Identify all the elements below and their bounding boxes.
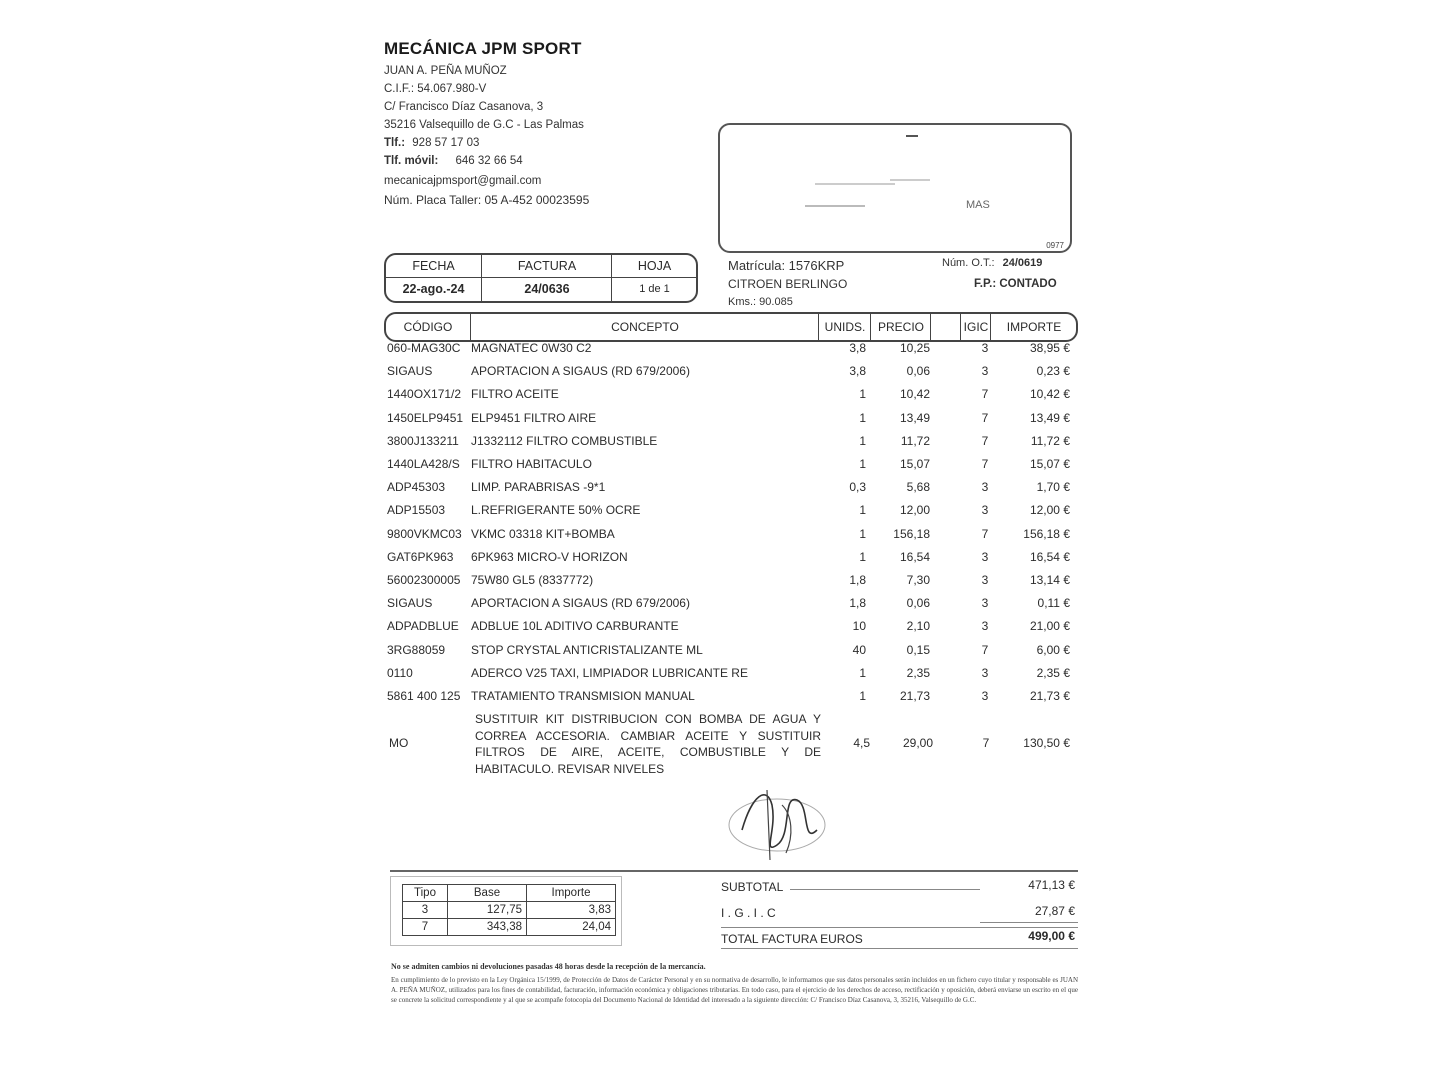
subtotal-leader: [790, 889, 980, 890]
line-price: 10,42: [899, 387, 930, 402]
tax-importe: 3,83: [527, 902, 616, 919]
line-price: 5,68: [906, 480, 930, 495]
mo-description: SUSTITUIR KIT DISTRIBUCION CON BOMBA DE AGUA Y CORREA ACCESORIA. CAMBIAR ACEITE Y SUSTITUIR FILTROS DE AIRE, ACEITE, COMBUSTIBLE Y DE HABITACULO. REVISAR NIVELES: [475, 712, 821, 776]
tax-base: 343,38: [448, 919, 527, 936]
line-code: ADP45303: [387, 480, 446, 495]
line-code: 0110: [387, 665, 413, 680]
line-igic: 3: [981, 549, 989, 564]
tax-row: [403, 919, 616, 936]
line-amount: 15,07 €: [1029, 457, 1070, 471]
tax-row: [403, 902, 616, 919]
fecha-value: 22-ago.-24: [402, 282, 465, 296]
line-amount: 38,95 €: [1029, 341, 1070, 355]
line-concept: APORTACION A SIGAUS (RD 679/2006): [471, 596, 690, 611]
line-code: 060-MAG30C: [387, 341, 461, 355]
factura-label: FACTURA: [482, 255, 612, 278]
factura-value: 24/0636: [524, 282, 570, 296]
line-igic: 3: [981, 596, 989, 611]
line-units: 1,8: [849, 596, 866, 611]
line-concept: ADERCO V25 TAXI, LIMPIADOR LUBRICANTE RE: [471, 665, 748, 680]
redaction-mark: [906, 135, 918, 137]
col-blank: [930, 314, 961, 340]
line-price: 0,06: [906, 364, 930, 379]
tax-tipo: 3: [403, 902, 448, 919]
redaction-mark: [805, 205, 865, 207]
line-price: 2,35: [906, 665, 930, 680]
table-row: [384, 434, 1074, 456]
line-units: 1: [859, 387, 866, 402]
table-row: [384, 666, 1074, 688]
line-concept: MAGNATEC 0W30 C2: [471, 341, 592, 355]
total-bottom-line: [721, 948, 1078, 949]
vehicle-model: CITROEN BERLINGO: [728, 277, 848, 291]
col-importe: IMPORTE: [990, 314, 1077, 340]
factura-column: [481, 255, 612, 301]
line-amount: 16,54 €: [1029, 549, 1070, 564]
redaction-mark: [890, 179, 930, 181]
returns-notice: No se admiten cambios ni devoluciones pasadas 48 horas desde la recepción de la mercancía.: [391, 962, 706, 971]
line-code: 1450ELP9451: [387, 410, 464, 425]
line-amount: 156,18 €: [1023, 526, 1070, 541]
payment-method: F.P.: CONTADO: [974, 278, 1057, 290]
col-unids: UNIDS.: [818, 314, 871, 340]
line-units: 40: [852, 642, 866, 657]
line-units: 1: [859, 526, 866, 541]
line-igic: 7: [981, 387, 989, 402]
table-row: [384, 550, 1074, 572]
company-phone: [384, 137, 479, 149]
work-order: [942, 257, 1042, 269]
client-code: 0977: [1046, 241, 1064, 250]
mo-price: 29,00: [902, 736, 933, 750]
line-units: 1,8: [849, 573, 866, 587]
line-igic: 3: [981, 619, 989, 634]
mo-amount: 130,50 €: [1023, 736, 1070, 750]
line-concept: TRATAMIENTO TRANSMISION MANUAL: [471, 689, 695, 703]
line-code: ADP15503: [387, 503, 446, 518]
line-units: 3,8: [849, 364, 866, 379]
mobile-label: Tlf. móvil:: [384, 155, 439, 167]
line-price: 10,25: [899, 341, 930, 355]
line-price: 0,06: [906, 596, 930, 611]
hoja-value: 1 de 1: [639, 283, 670, 295]
tax-importe: 24,04: [527, 919, 616, 936]
line-concept: FILTRO HABITACULO: [471, 457, 592, 471]
line-code: GAT6PK963: [387, 549, 454, 564]
mobile-value: 646 32 66 54: [455, 155, 523, 167]
line-units: 3,8: [849, 341, 866, 355]
line-price: 15,07: [899, 457, 930, 471]
table-row: [384, 387, 1074, 409]
legal-notice: En cumplimiento de lo previsto en la Ley Orgánica 15/1999, de Protección de Datos de Carácter Personal y en su normativa de desarrollo, le informamos que sus datos personales serán incluidos en un fichero cuyo titular y responsable es JUAN A. PEÑA MUÑOZ, utilizados para los fines de contabilidad, facturación, información económica y obligaciones tributarias. En todo caso, para el ejercicio de los derechos de acceso, rectificación y oposición, deberá enviarse un escrito en el que se concrete la solicitud correspondiente y al que se acompañe fotocopia del Documento Nacional de Identidad del interesado a la siguiente dirección: C/ Francisco Díaz Casanova, 3, 35216, Valsequillo de G.C.: [391, 976, 1078, 1004]
line-price: 0,15: [906, 642, 930, 657]
line-units: 0,3: [849, 480, 866, 495]
line-price: 16,54: [899, 549, 930, 564]
total-label: TOTAL FACTURA EUROS: [721, 932, 863, 946]
line-igic: 7: [981, 642, 989, 657]
tax-header-row: [403, 885, 616, 902]
company-cif: C.I.F.: 54.067.980-V: [384, 83, 487, 95]
line-concept: 75W80 GL5 (8337772): [471, 573, 594, 587]
line-price: 11,72: [900, 433, 930, 448]
company-name: MECÁNICA JPM SPORT: [384, 39, 582, 58]
line-concept: STOP CRYSTAL ANTICRISTALIZANTE ML: [471, 642, 703, 657]
line-price: 12,00: [899, 503, 930, 518]
line-concept: ADBLUE 10L ADITIVO CARBURANTE: [471, 619, 679, 634]
total-top-line: [721, 927, 1078, 928]
signature-stroke: [742, 795, 817, 847]
igic-line: [980, 922, 1078, 923]
col-concepto: CONCEPTO: [470, 314, 819, 340]
line-units: 1: [859, 433, 866, 448]
vehicle-kms: Kms.: 90.085: [728, 296, 793, 308]
hoja-label: HOJA: [612, 255, 697, 278]
table-row: [384, 364, 1074, 386]
col-igic: IGIC: [960, 314, 991, 340]
line-code: 56002300005: [387, 573, 461, 587]
line-igic: 3: [981, 364, 989, 379]
line-units: 1: [859, 503, 866, 518]
work-order-label: Núm. O.T.:: [942, 257, 995, 269]
line-amount: 21,00 €: [1029, 619, 1070, 634]
line-igic: 3: [981, 341, 989, 355]
line-code: SIGAUS: [387, 364, 433, 379]
table-row: [384, 619, 1074, 641]
line-amount: 10,42 €: [1029, 387, 1070, 402]
line-igic: 3: [981, 503, 989, 518]
line-units: 1: [859, 689, 866, 703]
tax-col-importe: Importe: [527, 885, 616, 902]
vehicle-plate: Matrícula: 1576KRP: [728, 258, 845, 273]
company-address-1: C/ Francisco Díaz Casanova, 3: [384, 101, 544, 113]
line-code: 1440OX171/2: [387, 387, 462, 402]
line-concept: L.REFRIGERANTE 50% OCRE: [471, 503, 641, 518]
line-price: 7,30: [906, 573, 930, 587]
client-partial-text: MAS: [966, 199, 990, 211]
line-units: 1: [859, 457, 866, 471]
tax-tipo: 7: [403, 919, 448, 936]
line-amount: 12,00 €: [1029, 503, 1070, 518]
company-email: mecanicajpmsport@gmail.com: [384, 175, 542, 187]
line-igic: 3: [981, 689, 989, 703]
table-row: [384, 689, 1074, 711]
line-igic: 3: [981, 665, 989, 680]
line-price: 2,10: [906, 619, 930, 634]
mo-code: MO: [389, 736, 409, 750]
line-units: 1: [859, 665, 866, 680]
line-units: 1: [859, 549, 866, 564]
company-workshop-plate: Núm. Placa Taller: 05 A-452 00023595: [384, 193, 590, 207]
line-concept: LIMP. PARABRISAS -9*1: [471, 480, 606, 495]
line-amount: 13,14 €: [1029, 573, 1070, 587]
line-igic: 3: [981, 480, 989, 495]
client-address-box: [718, 123, 1072, 253]
line-igic: 7: [981, 433, 989, 448]
table-row: [384, 411, 1074, 433]
line-code: 3RG88059: [387, 642, 446, 657]
line-amount: 0,11 €: [1037, 596, 1070, 611]
line-code: SIGAUS: [387, 596, 433, 611]
company-owner: JUAN A. PEÑA MUÑOZ: [384, 65, 507, 77]
igic-value: 27,87 €: [1034, 904, 1075, 918]
line-code: 1440LA428/S: [387, 457, 460, 471]
line-amount: 2,35 €: [1036, 665, 1070, 680]
line-concept: J1332112 FILTRO COMBUSTIBLE: [471, 433, 658, 448]
line-igic: 7: [981, 526, 989, 541]
fecha-column: [386, 255, 481, 301]
lines-table-header: [384, 312, 1078, 342]
line-amount: 11,72 €: [1030, 433, 1070, 448]
line-amount: 1,70 €: [1036, 480, 1070, 495]
company-mobile: [384, 155, 523, 167]
line-price: 156,18: [893, 526, 930, 541]
mo-igic: 7: [982, 736, 990, 750]
line-concept: 6PK963 MICRO-V HORIZON: [471, 549, 628, 564]
igic-label: I . G . I . C: [721, 906, 776, 920]
table-row: [384, 341, 1074, 363]
line-units: 1: [859, 410, 866, 425]
line-concept: ELP9451 FILTRO AIRE: [471, 410, 597, 425]
subtotal-label: SUBTOTAL: [721, 880, 784, 894]
tax-base: 127,75: [448, 902, 527, 919]
tax-col-tipo: Tipo: [403, 885, 448, 902]
redaction-mark: [815, 183, 895, 185]
col-codigo: CÓDIGO: [403, 320, 453, 334]
line-code: 3800J133211: [387, 433, 459, 448]
invoice-meta-box: [384, 253, 698, 303]
line-concept: VKMC 03318 KIT+BOMBA: [471, 526, 615, 541]
line-amount: 21,73 €: [1029, 689, 1070, 703]
table-row: [384, 643, 1074, 665]
work-order-value: 24/0619: [1002, 257, 1043, 269]
line-code: 9800VKMC03: [387, 526, 462, 541]
line-concept: APORTACION A SIGAUS (RD 679/2006): [471, 364, 690, 379]
fecha-label: FECHA: [386, 255, 481, 278]
table-row: [384, 457, 1074, 479]
line-code: 5861 400 125: [387, 689, 461, 703]
line-price: 13,49: [899, 410, 930, 425]
tax-col-base: Base: [448, 885, 527, 902]
table-row: [384, 573, 1074, 595]
line-igic: 3: [981, 573, 989, 587]
line-units: 10: [852, 619, 866, 634]
tax-breakdown-table: [402, 884, 616, 936]
mo-units: 4,5: [853, 736, 870, 750]
line-concept: FILTRO ACEITE: [471, 387, 559, 402]
phone-value: 928 57 17 03: [412, 137, 480, 149]
line-price: 21,73: [899, 689, 930, 703]
line-amount: 13,49 €: [1029, 410, 1070, 425]
table-row: [384, 503, 1074, 525]
line-amount: 0,23 €: [1036, 364, 1070, 379]
table-row: [384, 480, 1074, 502]
line-code: ADPADBLUE: [387, 619, 459, 634]
totals-separator: [390, 870, 1078, 872]
table-row: [384, 527, 1074, 549]
col-precio: PRECIO: [870, 314, 931, 340]
line-igic: 7: [981, 410, 989, 425]
total-value: 499,00 €: [1028, 929, 1075, 943]
line-amount: 6,00 €: [1036, 642, 1070, 657]
table-row: [384, 596, 1074, 618]
signature-stamp: [722, 775, 832, 865]
hoja-column: [611, 255, 697, 301]
phone-label: Tlf.:: [384, 137, 406, 149]
company-address-2: 35216 Valsequillo de G.C - Las Palmas: [384, 119, 584, 131]
subtotal-value: 471,13 €: [1028, 878, 1075, 892]
line-igic: 7: [981, 457, 989, 471]
